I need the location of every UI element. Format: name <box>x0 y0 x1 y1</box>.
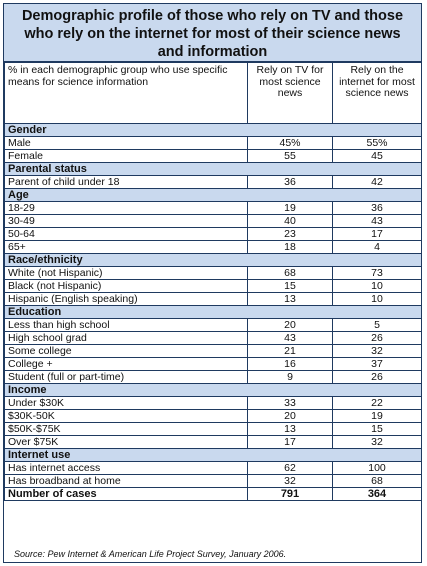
table-row <box>5 371 422 384</box>
table-title <box>4 4 421 62</box>
tv-value: 13 <box>248 423 333 436</box>
tv-value: 17 <box>248 436 333 449</box>
internet-value: 68 <box>333 475 422 488</box>
internet-value: 26 <box>333 332 422 345</box>
table-row <box>5 410 422 423</box>
total-tv: 791 <box>248 488 333 501</box>
row-label: Under $30K <box>5 397 248 410</box>
section-header-row <box>5 384 422 397</box>
row-label: Female <box>5 150 248 163</box>
section-label: Gender <box>5 124 422 137</box>
tv-value: 18 <box>248 241 333 254</box>
internet-value: 32 <box>333 436 422 449</box>
header-tv: Rely on TV for most science news <box>248 63 333 124</box>
demographic-table <box>4 62 422 501</box>
internet-value: 42 <box>333 176 422 189</box>
table-row <box>5 332 422 345</box>
row-label: $50K-$75K <box>5 423 248 436</box>
section-label: Age <box>5 189 422 202</box>
tv-value: 13 <box>248 293 333 306</box>
internet-value: 32 <box>333 345 422 358</box>
row-label: White (not Hispanic) <box>5 267 248 280</box>
internet-value: 100 <box>333 462 422 475</box>
row-label: Has broadband at home <box>5 475 248 488</box>
internet-value: 4 <box>333 241 422 254</box>
internet-value: 17 <box>333 228 422 241</box>
section-header-row <box>5 189 422 202</box>
table-row <box>5 176 422 189</box>
internet-value: 10 <box>333 280 422 293</box>
total-row <box>5 488 422 501</box>
section-label: Income <box>5 384 422 397</box>
section-header-row <box>5 254 422 267</box>
tv-value: 23 <box>248 228 333 241</box>
row-label: Has internet access <box>5 462 248 475</box>
table-row <box>5 462 422 475</box>
section-header-row <box>5 306 422 319</box>
tv-value: 20 <box>248 319 333 332</box>
tv-value: 45% <box>248 137 333 150</box>
tv-value: 36 <box>248 176 333 189</box>
table-row <box>5 293 422 306</box>
row-label: Less than high school <box>5 319 248 332</box>
row-label: 30-49 <box>5 215 248 228</box>
tv-value: 40 <box>248 215 333 228</box>
table-row <box>5 345 422 358</box>
tv-value: 32 <box>248 475 333 488</box>
section-label: Race/ethnicity <box>5 254 422 267</box>
table-frame <box>3 3 422 563</box>
table-row <box>5 150 422 163</box>
header-row <box>5 63 422 124</box>
table-row <box>5 215 422 228</box>
section-header-row <box>5 449 422 462</box>
internet-value: 36 <box>333 202 422 215</box>
tv-value: 62 <box>248 462 333 475</box>
row-label: 50-64 <box>5 228 248 241</box>
table-row <box>5 423 422 436</box>
total-label: Number of cases <box>5 488 248 501</box>
table-row <box>5 280 422 293</box>
table-row <box>5 202 422 215</box>
internet-value: 19 <box>333 410 422 423</box>
table-row <box>5 358 422 371</box>
internet-value: 43 <box>333 215 422 228</box>
tv-value: 43 <box>248 332 333 345</box>
section-label: Parental status <box>5 163 422 176</box>
section-header-row <box>5 124 422 137</box>
tv-value: 16 <box>248 358 333 371</box>
row-label: Hispanic (English speaking) <box>5 293 248 306</box>
section-header-row <box>5 163 422 176</box>
tv-value: 20 <box>248 410 333 423</box>
tv-value: 9 <box>248 371 333 384</box>
internet-value: 45 <box>333 150 422 163</box>
table-row <box>5 228 422 241</box>
tv-value: 68 <box>248 267 333 280</box>
row-label: Black (not Hispanic) <box>5 280 248 293</box>
row-label: Over $75K <box>5 436 248 449</box>
table-row <box>5 475 422 488</box>
internet-value: 5 <box>333 319 422 332</box>
table-row <box>5 137 422 150</box>
tv-value: 21 <box>248 345 333 358</box>
table-row <box>5 267 422 280</box>
table-row <box>5 397 422 410</box>
title-line-1: Demographic profile of those who rely on TV and those <box>21 8 404 24</box>
row-label: Student (full or part-time) <box>5 371 248 384</box>
table-row <box>5 241 422 254</box>
table-body <box>5 124 422 501</box>
title-line-2: who rely on the internet for most of their science news <box>24 26 401 42</box>
row-label: Parent of child under 18 <box>5 176 248 189</box>
row-label: High school grad <box>5 332 248 345</box>
tv-value: 19 <box>248 202 333 215</box>
tv-value: 15 <box>248 280 333 293</box>
row-label: College + <box>5 358 248 371</box>
internet-value: 15 <box>333 423 422 436</box>
section-label: Education <box>5 306 422 319</box>
tv-value: 33 <box>248 397 333 410</box>
internet-value: 22 <box>333 397 422 410</box>
internet-value: 55% <box>333 137 422 150</box>
tv-value: 55 <box>248 150 333 163</box>
internet-value: 26 <box>333 371 422 384</box>
row-label: 65+ <box>5 241 248 254</box>
internet-value: 10 <box>333 293 422 306</box>
row-label: 18-29 <box>5 202 248 215</box>
row-label: $30K-50K <box>5 410 248 423</box>
title-line-3: and information <box>157 44 268 60</box>
header-lead: % in each demographic group who use specific means for science information <box>5 63 248 124</box>
internet-value: 37 <box>333 358 422 371</box>
total-internet: 364 <box>333 488 422 501</box>
source-note: Source: Pew Internet & American Life Project Survey, January 2006. <box>14 549 287 559</box>
table-row <box>5 436 422 449</box>
internet-value: 73 <box>333 267 422 280</box>
row-label: Some college <box>5 345 248 358</box>
row-label: Male <box>5 137 248 150</box>
header-internet: Rely on the internet for most science news <box>333 63 422 124</box>
section-label: Internet use <box>5 449 422 462</box>
table-row <box>5 319 422 332</box>
